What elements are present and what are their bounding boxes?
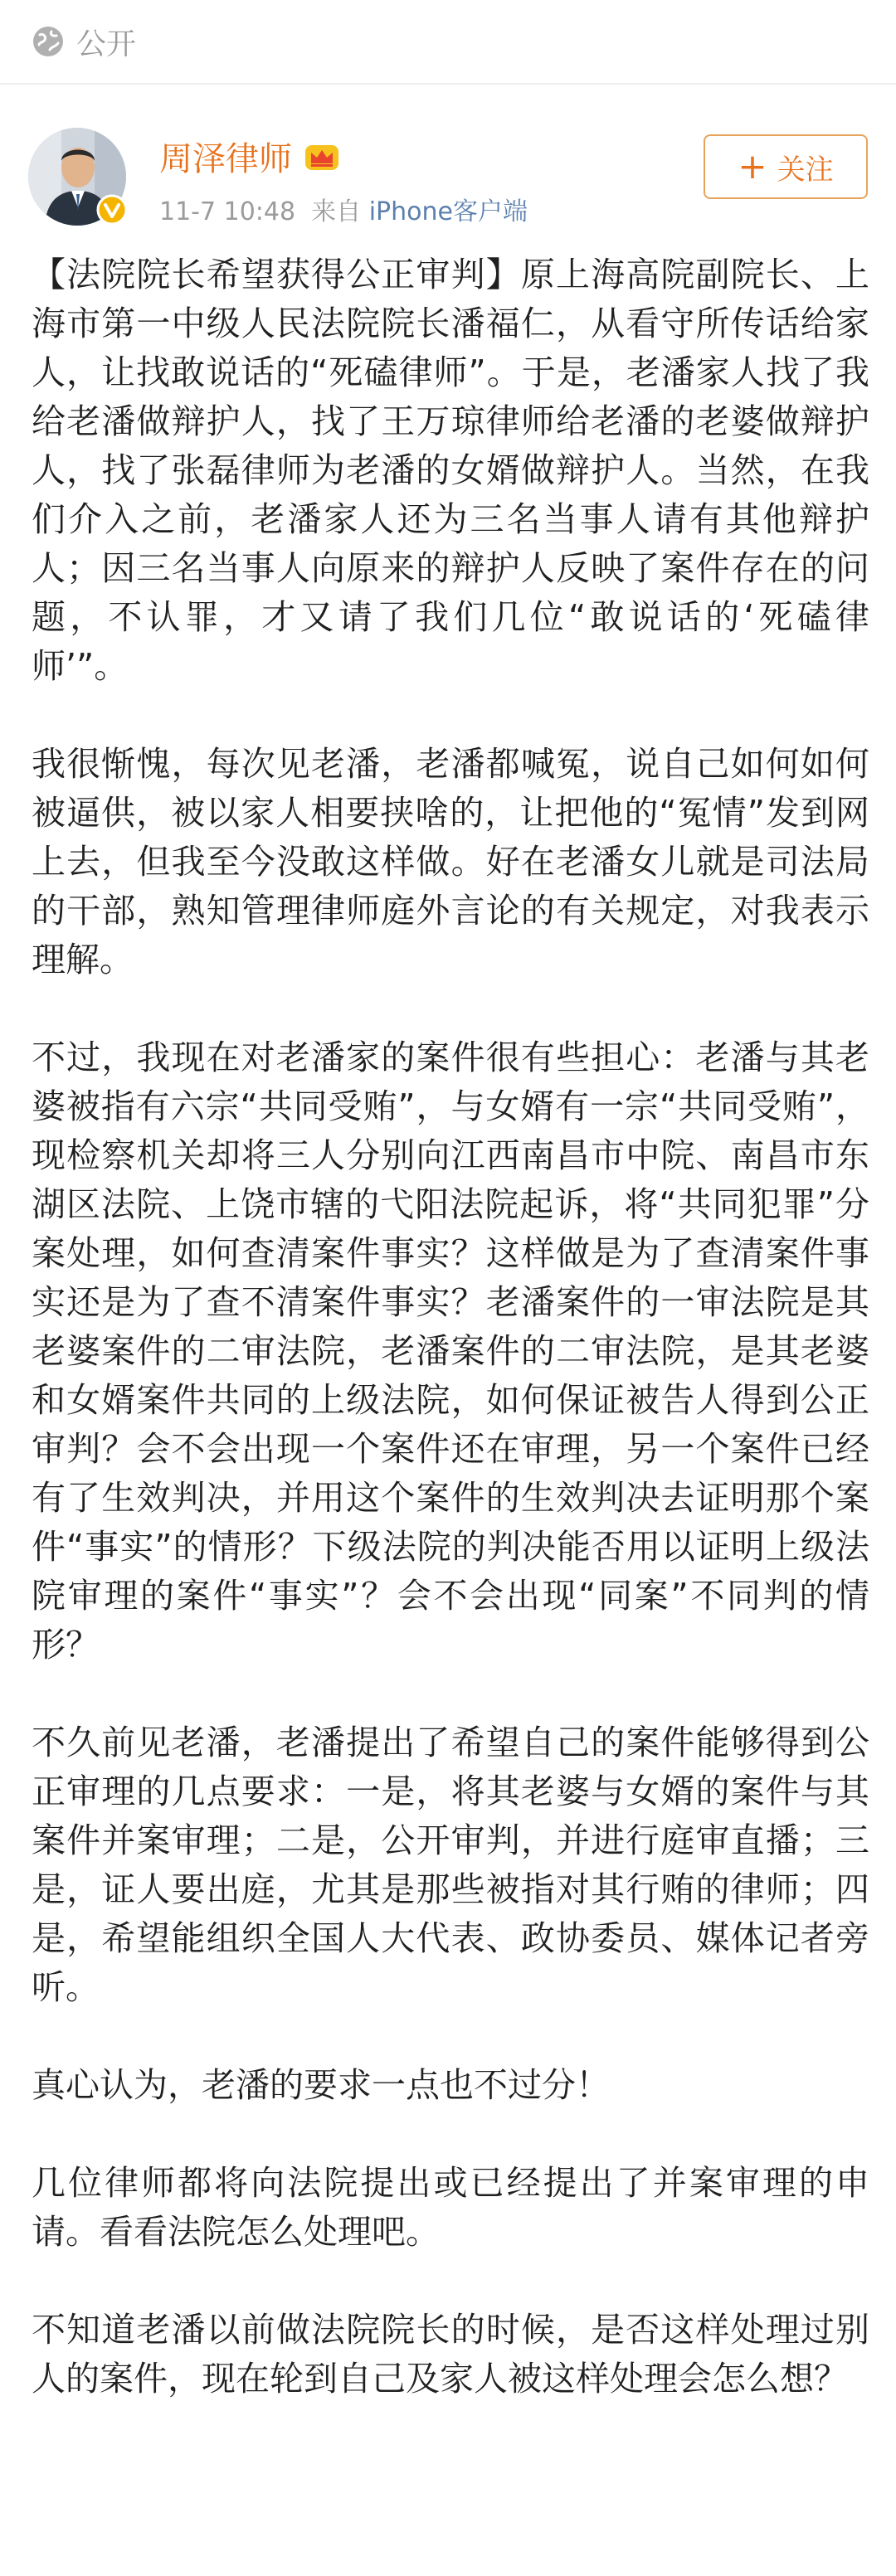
source-prefix: 来自	[311, 197, 362, 226]
post-time: 11-7 10:48	[159, 197, 296, 226]
follow-button[interactable]	[704, 134, 868, 199]
post-paragraph: 不久前见老潘，老潘提出了希望自己的案件能够得到公正审理的几点要求：一是，将其老婆与女婿的案件与其案件并案审理；二是，公开审判，并进行庭审直播；三是，证人要出庭，尤其是那些被指对其行贿的律师；四是，希望能组织全国人大代表、政协委员、媒体记者旁听。	[32, 1723, 869, 2007]
post-paragraph: 真心认为，老潘的要求一点也不过分！	[32, 2065, 610, 2105]
visibility-label: 公开	[76, 27, 137, 61]
author-name[interactable]: 周泽律师	[159, 140, 292, 178]
plus-icon: +	[738, 146, 767, 187]
crown-icon	[304, 142, 340, 172]
author-name-row	[159, 133, 340, 180]
post-paragraph: 我很惭愧，每次见老潘，老潘都喊冤，说自己如何如何被逼供，被以家人相要挟啥的，让把他的“冤情”发到网上去，但我至今没敢这样做。好在老潘女儿就是司法局的干部，熟知管理律师庭外言论的有关规定，对我表示理解。	[32, 744, 869, 979]
post-paragraph: 不知道老潘以前做法院院长的时候，是否这样处理过别人的案件，现在轮到自己及家人被这样处理会怎么想？	[32, 2310, 869, 2399]
post-header	[0, 85, 896, 236]
globe-icon	[32, 25, 65, 58]
visibility-bar	[0, 0, 896, 85]
follow-label: 关注	[777, 153, 834, 187]
post-body	[0, 236, 896, 2403]
post-meta	[159, 191, 528, 227]
post-paragraph: 【法院院长希望获得公正审判】原上海高院副院长、上海市第一中级人民法院院长潘福仁，从看守所传话给家人，让找敢说话的“死磕律师”。于是，老潘家人找了我给老潘做辩护人，找了王万琼律师给老潘的老婆做辩护人，找了张磊律师为老潘的女婿做辩护人。当然，在我们介入之前，老潘家人还为三名当事人请有其他辩护人；因三名当事人向原来的辩护人反映了案件存在的问题，不认罪，才又请了我们几位“敢说话的‘死磕律师’”。	[32, 255, 869, 686]
source-client-link[interactable]: iPhone客户端	[368, 197, 528, 226]
verified-v-icon	[96, 194, 128, 226]
post-paragraph: 不过，我现在对老潘家的案件很有些担心：老潘与其老婆被指有六宗“共同受贿”，与女婿有一宗“共同受贿”，现检察机关却将三人分别向江西南昌市中院、南昌市东湖区法院、上饶市辖的弋阳法院起诉，将“共同犯罪”分案处理，如何查清案件事实？这样做是为了查清案件事实还是为了查不清案件事实？老潘案件的一审法院是其老婆案件的二审法院，老潘案件的二审法院，是其老婆和女婿案件共同的上级法院，如何保证被告人得到公正审判？会不会出现一个案件还在审理，另一个案件已经有了生效判决，并用这个案件的生效判决去证明那个案件“事实”的情形？下级法院的判决能否用以证明上级法院审理的案件“事实”？会不会出现“同案”不同判的情形？	[32, 1038, 869, 1665]
post-paragraph: 几位律师都将向法院提出或已经提出了并案审理的申请。看看法院怎么处理吧。	[32, 2163, 869, 2252]
